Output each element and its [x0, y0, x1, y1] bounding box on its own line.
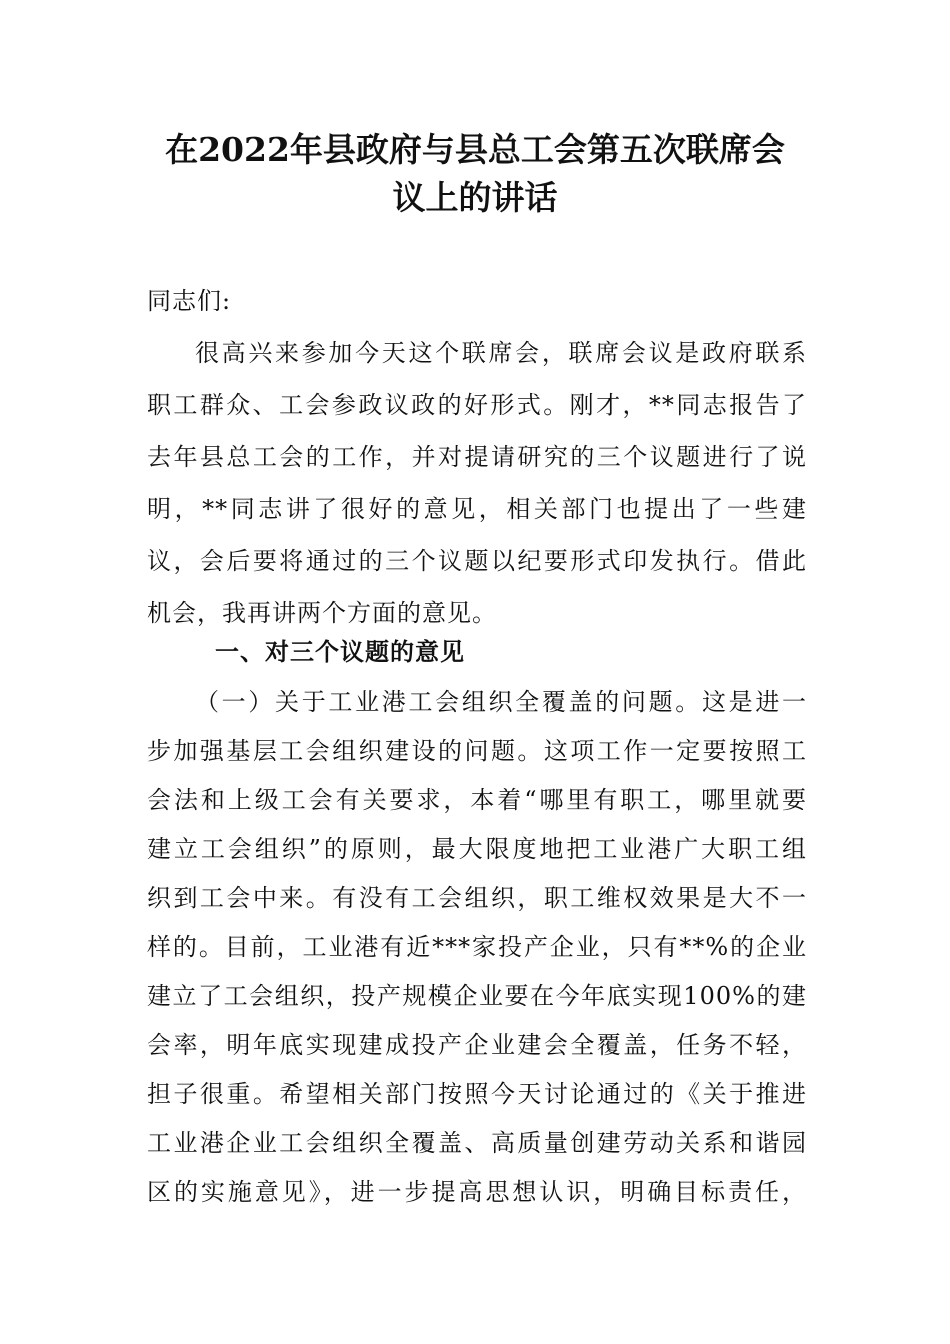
paragraph-2-line: 样的。目前，工业港有近***家投产企业，只有**%的企业: [147, 933, 807, 961]
paragraph-2-line: 建立了工会组织，投产规模企业要在今年底实现100%的建: [147, 982, 807, 1010]
document-title-line-1: 在2022年县政府与县总工会第五次联席会: [165, 130, 785, 169]
paragraph-2-line: 织到工会中来。有没有工会组织，职工维权效果是大不一: [147, 884, 807, 912]
paragraph-2-line: 会率，明年底实现建成投产企业建会全覆盖，任务不轻，: [147, 1031, 807, 1059]
document-title-line-2: 议上的讲话: [392, 178, 558, 217]
paragraph-2-line: 步加强基层工会组织建设的问题。这项工作一定要按照工: [147, 737, 807, 765]
paragraph-2-line: 建立工会组织”的原则，最大限度地把工业港广大职工组: [147, 835, 807, 863]
paragraph-1-line: 机会，我再讲两个方面的意见。: [147, 599, 497, 627]
paragraph-2-line: （一）关于工业港工会组织全覆盖的问题。这是进一: [195, 688, 807, 716]
paragraph-2-line: 会法和上级工会有关要求，本着“哪里有职工，哪里就要: [147, 786, 807, 814]
paragraph-1-line: 明，**同志讲了很好的意见，相关部门也提出了一些建: [147, 495, 807, 523]
paragraph-1-line: 去年县总工会的工作，并对提请研究的三个议题进行了说: [147, 443, 807, 471]
paragraph-2-line: 担子很重。希望相关部门按照今天讨论通过的《关于推进: [147, 1080, 807, 1108]
paragraph-2-line: 区的实施意见》，进一步提高思想认识，明确目标责任，: [147, 1178, 807, 1206]
salutation: 同志们:: [147, 287, 232, 315]
paragraph-2-line: 工业港企业工会组织全覆盖、高质量创建劳动关系和谐园: [147, 1129, 807, 1157]
section-heading: 一、对三个议题的意见: [215, 638, 465, 666]
paragraph-1-line: 很高兴来参加今天这个联席会，联席会议是政府联系: [195, 339, 807, 367]
paragraph-1-line: 职工群众、工会参政议政的好形式。刚才，**同志报告了: [147, 391, 807, 419]
paragraph-1-line: 议，会后要将通过的三个议题以纪要形式印发执行。借此: [147, 547, 807, 575]
